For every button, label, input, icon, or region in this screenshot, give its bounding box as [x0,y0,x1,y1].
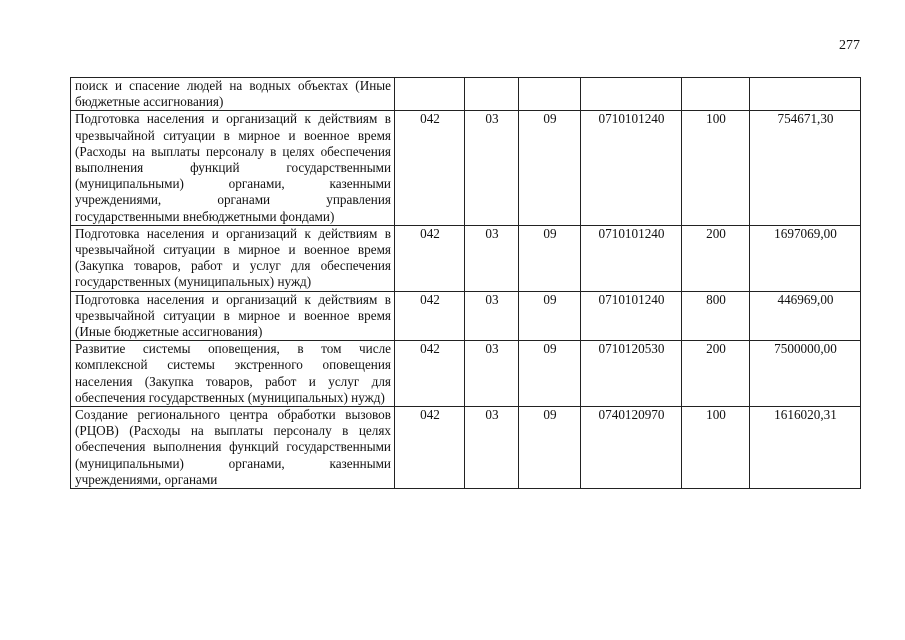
row-ministry-code: 042 [395,291,465,341]
row-description: Подготовка населения и организаций к действиям в чрезвычайной ситуации в мирное и военное время (Расходы на выплаты персоналу в целях обеспечения выполнения функций государственными (муниципальными) органами, казенными учреждениями, органами управления государственными внебюджетными фондами) [71,111,395,225]
row-target-code: 0710120530 [581,341,682,407]
table-row [71,78,861,111]
row-description: Подготовка населения и организаций к действиям в чрезвычайной ситуации в мирное и военное время (Иные бюджетные ассигнования) [71,291,395,341]
row-expense-type-code: 200 [682,225,750,291]
row-amount: 754671,30 [750,111,861,225]
row-expense-type-code: 200 [682,341,750,407]
table-row [71,341,861,407]
row-subsection-code: 09 [519,111,581,225]
row-amount: 446969,00 [750,291,861,341]
row-expense-type-code [682,78,750,111]
row-target-code: 0740120970 [581,407,682,489]
table-row [71,291,861,341]
row-target-code [581,78,682,111]
row-section-code: 03 [465,111,519,225]
table-row [71,225,861,291]
row-amount: 1697069,00 [750,225,861,291]
row-ministry-code: 042 [395,341,465,407]
table-row [71,407,861,489]
row-subsection-code: 09 [519,225,581,291]
row-subsection-code: 09 [519,291,581,341]
row-section-code: 03 [465,407,519,489]
budget-table [70,77,861,489]
row-ministry-code: 042 [395,407,465,489]
budget-table-body [71,78,861,489]
row-ministry-code: 042 [395,111,465,225]
row-description: Подготовка населения и организаций к действиям в чрезвычайной ситуации в мирное и военное время (Закупка товаров, работ и услуг для обеспечения государственных (муниципальных) нужд) [71,225,395,291]
row-description: поиск и спасение людей на водных объектах (Иные бюджетные ассигнования) [71,78,395,111]
row-amount [750,78,861,111]
row-amount: 1616020,31 [750,407,861,489]
row-description: Развитие системы оповещения, в том числе комплексной системы экстренного оповещения населения (Закупка товаров, работ и услуг для обеспечения государственных (муниципальных) нужд) [71,341,395,407]
row-section-code: 03 [465,341,519,407]
row-target-code: 0710101240 [581,291,682,341]
row-description: Создание регионального центра обработки вызовов (РЦОВ) (Расходы на выплаты персоналу в целях обеспечения выполнения функций государственными (муниципальными) органами, казенными учреждениями, органами [71,407,395,489]
table-row [71,111,861,225]
row-expense-type-code: 100 [682,407,750,489]
row-subsection-code: 09 [519,407,581,489]
row-amount: 7500000,00 [750,341,861,407]
row-expense-type-code: 800 [682,291,750,341]
row-target-code: 0710101240 [581,225,682,291]
row-section-code: 03 [465,225,519,291]
row-ministry-code: 042 [395,225,465,291]
row-expense-type-code: 100 [682,111,750,225]
page-number: 277 [839,38,860,53]
row-section-code: 03 [465,291,519,341]
row-target-code: 0710101240 [581,111,682,225]
row-subsection-code: 09 [519,341,581,407]
row-section-code [465,78,519,111]
row-ministry-code [395,78,465,111]
row-subsection-code [519,78,581,111]
